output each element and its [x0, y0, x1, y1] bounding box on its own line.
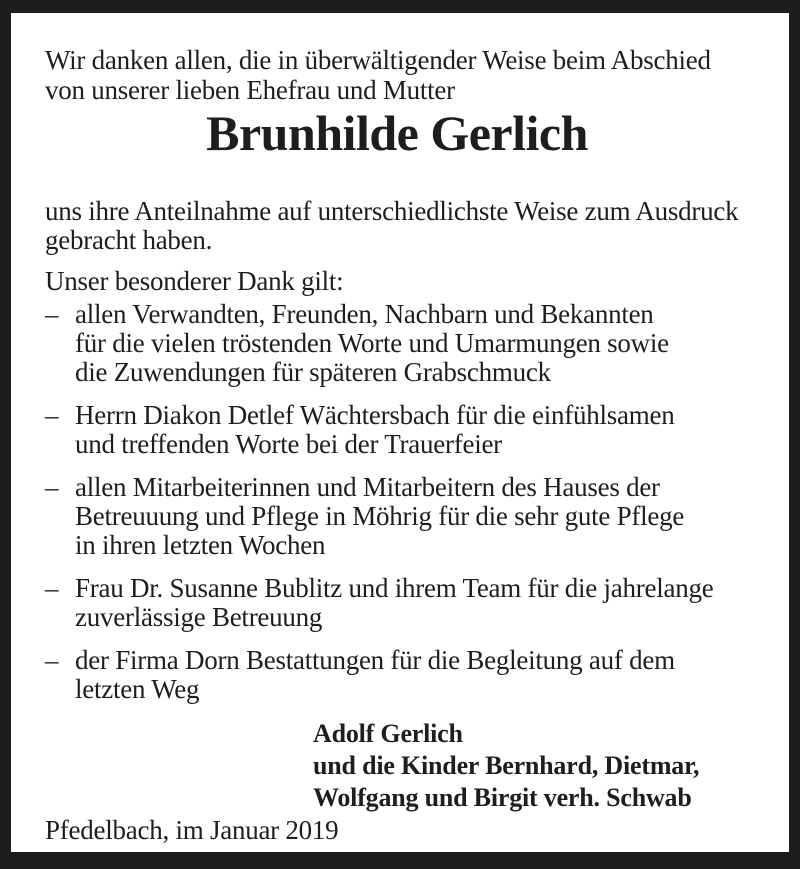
deceased-name: Brunhilde Gerlich: [206, 105, 588, 161]
intro-line: von unserer lieben Ehefrau und Mutter: [45, 75, 455, 105]
signature-line: und die Kinder Bernhard, Dietmar,: [313, 751, 700, 780]
thanks-item-line: die Zuwendungen für späteren Grabschmuck: [75, 357, 551, 387]
thanks-item-line: letzten Weg: [75, 674, 200, 704]
thanks-item: [45, 646, 749, 704]
thanks-item: [45, 473, 749, 560]
thanks-item-line: allen Verwandten, Freunden, Nachbarn und Bekannten: [75, 299, 654, 329]
dash-bullet: –: [45, 299, 59, 329]
intro-paragraph: [45, 45, 749, 105]
thanks-item-line: in ihren letzten Wochen: [75, 530, 326, 560]
thanks-item-line: Betreuuung und Pflege in Möhrig für die sehr gute Pflege: [75, 501, 685, 531]
signature-block: [313, 718, 749, 814]
obituary-notice: [11, 13, 789, 852]
thanks-item-line: und treffenden Worte bei der Trauerfeier: [75, 429, 502, 459]
continuation-line: gebracht haben.: [45, 225, 213, 255]
dash-bullet: –: [45, 573, 59, 603]
thanks-list: [45, 300, 749, 704]
thanks-item-line: der Firma Dorn Bestattungen für die Begleitung auf dem: [75, 645, 675, 675]
thanks-item-line: Herrn Diakon Detlef Wächtersbach für die einfühlsamen: [75, 400, 675, 430]
thanks-item: [45, 401, 749, 459]
thanks-item-line: zuverlässige Betreuung: [75, 602, 323, 632]
thanks-item: [45, 300, 749, 387]
thanks-item-line: allen Mitarbeiterinnen und Mitarbeitern des Hauses der: [75, 472, 660, 502]
signature-line: Adolf Gerlich: [313, 719, 463, 748]
continuation-paragraph: [45, 197, 749, 255]
dash-bullet: –: [45, 645, 59, 675]
dash-bullet: –: [45, 400, 59, 430]
dash-bullet: –: [45, 472, 59, 502]
thanks-item-text: [75, 473, 749, 560]
intro-line: Wir danken allen, die in überwältigender Weise beim Abschied: [45, 45, 711, 75]
place-date: Pfedelbach, im Januar 2019: [45, 815, 339, 845]
thanks-item-line: Frau Dr. Susanne Bublitz und ihrem Team für die jahrelange: [75, 573, 714, 603]
thanks-item-text: [75, 401, 749, 459]
thanks-heading: Unser besonderer Dank gilt:: [45, 266, 344, 296]
thanks-item-text: [75, 300, 749, 387]
thanks-item: [45, 574, 749, 632]
thanks-item-text: [75, 646, 749, 704]
continuation-line: uns ihre Anteilnahme auf unterschiedlichste Weise zum Ausdruck: [45, 196, 739, 226]
signature-line: Wolfgang und Birgit verh. Schwab: [313, 783, 692, 812]
thanks-item-text: [75, 574, 749, 632]
thanks-item-line: für die vielen tröstenden Worte und Umarmungen sowie: [75, 328, 669, 358]
